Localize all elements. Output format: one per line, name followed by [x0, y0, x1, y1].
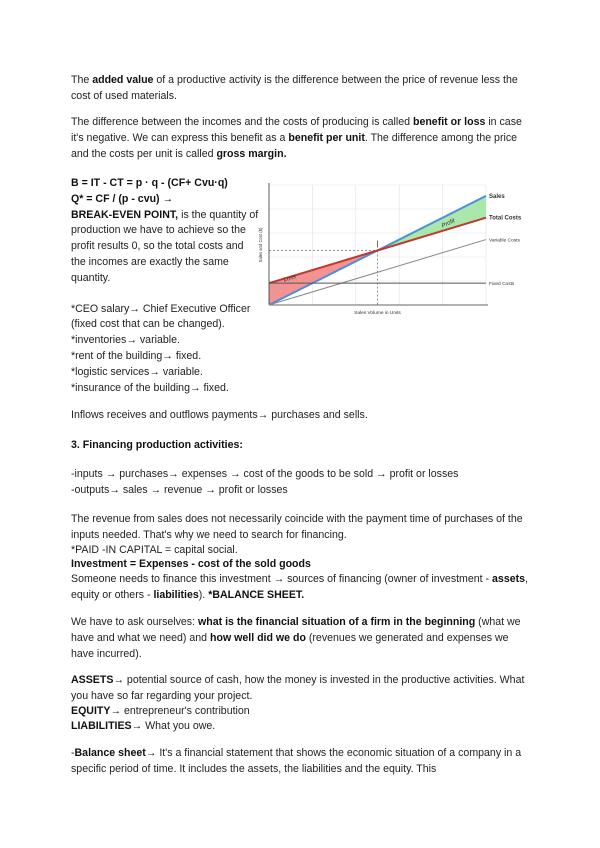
outputs-line: -outputs→ sales → revenue → profit or losses: [71, 484, 288, 496]
text: in case it's negative. We can express this benefit as a: [71, 116, 522, 144]
left-column: [71, 176, 261, 396]
section-heading-financing: 3. Financing production activities:: [71, 439, 243, 451]
insurance-note: *insurance of the building→ fixed.: [71, 381, 229, 394]
formula-break-even: Q* = CF / (p - cvu) →: [71, 192, 174, 205]
text: The: [71, 74, 93, 86]
balance-sheet-definition: -Balance sheet→ It's a financial statement that shows the economic situation of a company in a specific period of time. It includes the assets, the liabilities and the equity. This: [71, 747, 522, 775]
bold-term: added value: [92, 74, 154, 86]
text: . The difference among the price and the costs per unit is called: [71, 131, 518, 160]
bold-term: benefit or loss: [412, 116, 486, 128]
paid-in-capital: *PAID -IN CAPITAL = capital social.: [71, 544, 238, 556]
formula-benefit: B = IT - CT = p · q - (CF+ Cvu·q): [71, 177, 228, 189]
series-label-variable-costs: Variable Costs: [489, 238, 520, 244]
profit-annotation: Profit: [440, 218, 457, 230]
assets-definition: ASSETS→ potential source of cash, how the money is invested in the productive activities. What you have so far regarding your project.: [71, 674, 525, 702]
series-label-sales: Sales: [489, 193, 505, 200]
ask-ourselves-paragraph: We have to ask ourselves: what is the financial situation of a firm in the beginning (what we have and what we need) and how well did we do (revenues we generated and expenses we have incurred).: [71, 616, 521, 660]
inflows-paragraph: Inflows receives and outflows payments→ purchases and sells.: [71, 409, 368, 421]
bold-term: gross margin.: [216, 147, 287, 160]
ceo-note: *CEO salary→ Chief Executive Officer (fixed cost that can be changed).: [71, 302, 251, 331]
x-axis-label: Sales Volume in Units: [354, 311, 401, 316]
financing-paragraph: Someone needs to finance this investment → sources of financing (owner of investment - assets, equity or others - liabilities). *BALANCE SHEET.: [71, 573, 528, 601]
logistic-note: *logistic services→ variable.: [71, 365, 203, 378]
break-even-chart: [256, 175, 532, 321]
revenue-paragraph: The revenue from sales does not necessarily coincide with the payment time of purchases of the inputs needed. That's why we need to search for financing.: [71, 513, 523, 541]
inputs-line: -inputs → purchases→ expenses → cost of the goods to be sold → profit or losses: [71, 468, 459, 480]
break-even-definition: BREAK-EVEN POINT, is the quantity of production we have to achieve so the profit results 0, so the total costs and the incomes are exactly the same quantity.: [71, 208, 259, 284]
paragraph-added-value: [71, 73, 531, 105]
loss-annotation: Loss: [282, 273, 297, 284]
text: of a productive activity is the difference between the price of revenue less the cost of used materials.: [71, 74, 518, 102]
series-label-total-costs: Total Costs: [489, 215, 522, 222]
bold-term: benefit per unit: [288, 131, 365, 144]
liabilities-definition: LIABILITIES→ What you owe.: [71, 720, 216, 732]
rent-note: *rent of the building→ fixed.: [71, 349, 202, 362]
equity-definition: EQUITY→ entrepreneur's contribution: [71, 705, 250, 717]
investment-formula: Investment = Expenses - cost of the sold goods: [71, 558, 311, 570]
text: The difference between the incomes and the costs of producing is called: [71, 116, 413, 128]
y-axis-label: Sales and Cost ($): [258, 227, 263, 263]
break-even-chart-svg: [256, 175, 532, 321]
series-label-fixed-costs: Fixed Costs: [489, 282, 515, 288]
inventories-note: *inventories→ variable.: [71, 334, 180, 347]
paragraph-benefit-loss: [71, 115, 531, 162]
